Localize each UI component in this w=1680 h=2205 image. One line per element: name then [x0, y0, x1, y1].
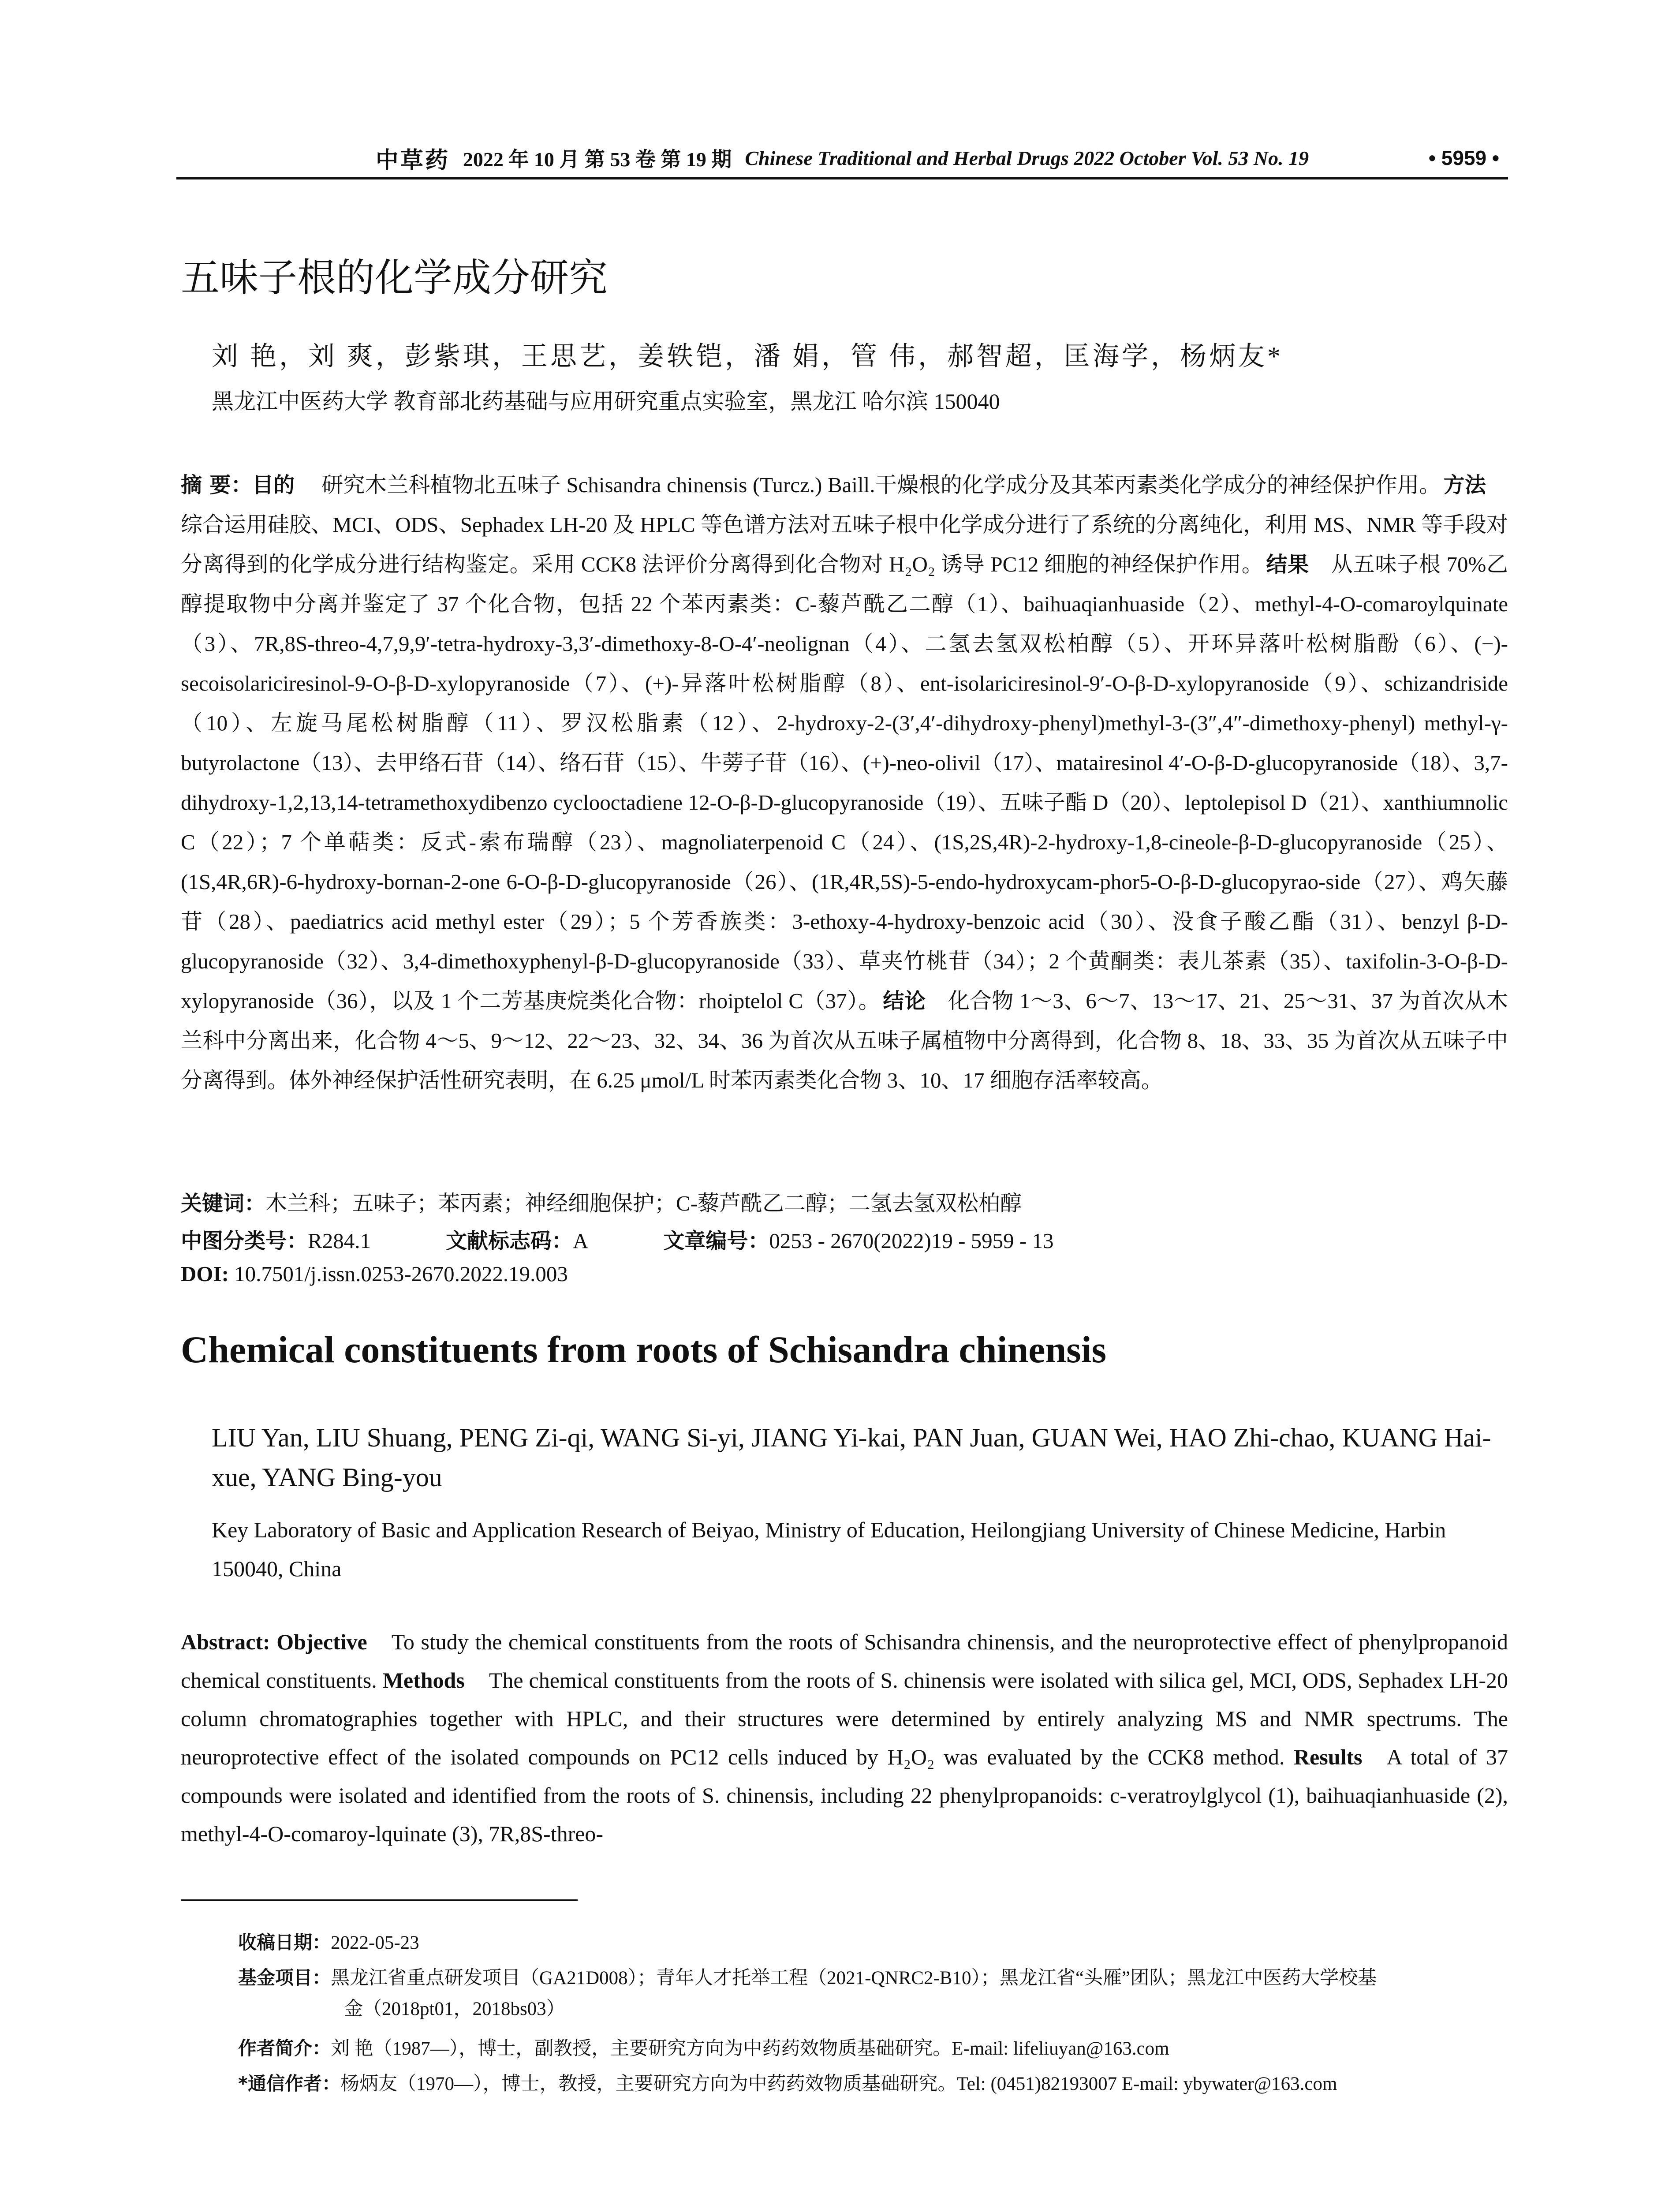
- keywords-cn: [181, 1186, 1508, 1217]
- results-label-cn: 结果: [1266, 552, 1309, 577]
- footnote-fund: [238, 1962, 1508, 2025]
- author-bio-label: 作者简介：: [238, 2037, 331, 2059]
- journal-name-cn: 中草药: [375, 148, 450, 173]
- objective-label-cn: 目的: [252, 473, 295, 497]
- running-header: [176, 140, 1508, 176]
- corresponding-label: *通信作者：: [238, 2073, 340, 2094]
- title-cn: 五味子根的化学成分研究: [181, 255, 608, 300]
- footnote-rule: [181, 1899, 578, 1901]
- received-label: 收稿日期：: [238, 1932, 331, 1953]
- authors-cn: 刘 艳，刘 爽，彭紫琪，王思艺，姜轶铠，潘 娟，管 伟，郝智超，匡海学，杨炳友*: [212, 342, 1283, 371]
- classification-line: [181, 1224, 1508, 1254]
- authors-en: LIU Yan, LIU Shuang, PENG Zi-qi, WANG Si-yi, JIANG Yi-kai, PAN Juan, GUAN Wei, HAO Zhi-chao, KUANG Hai-xue, YANG Bing-you: [212, 1423, 1491, 1492]
- clc-value: R284.1: [308, 1229, 371, 1253]
- methods-label-en: Methods: [382, 1668, 465, 1693]
- issue-cn: 2022 年 10 月 第 53 卷 第 19 期: [463, 148, 732, 171]
- footnote-received: [238, 1927, 1508, 1958]
- received-date: 2022-05-23: [331, 1932, 419, 1953]
- footnote-corresponding: [238, 2068, 1508, 2100]
- abstract-cn: [181, 465, 1508, 1100]
- article-number-value: 0253 - 2670(2022)19 - 5959 - 13: [769, 1229, 1054, 1253]
- results-label-en: Results: [1293, 1745, 1363, 1769]
- methods-en: The chemical constituents from the roots of S. chinensis were isolated with silica gel, MCI, ODS, Sephadex LH-20 column chromatographies together with HPLC, and their structures were determined by entirely analyzing MS and NMR spectrums. The neuroprotective effect of the isolated compounds on PC12 cells induced by H₂O₂ was evaluated by the CCK8 method.: [181, 1668, 1508, 1769]
- keywords-cn-value: 木兰科；五味子；苯丙素；神经细胞保护；C-藜芦酰乙二醇；二氢去氢双松柏醇: [265, 1191, 1022, 1215]
- fund-label: 基金项目：: [238, 1967, 331, 1988]
- affiliation-cn: 黑龙江中医药大学 教育部北药基础与应用研究重点实验室，黑龙江 哈尔滨 150040: [212, 389, 1000, 414]
- corresponding-author: 杨炳友（1970—），博士，教授，主要研究方向为中药药效物质基础研究。Tel: (0451)82193007 E-mail: ybywater@163.com: [340, 2074, 1337, 2094]
- title-en: Chemical constituents from roots of Schisandra chinensis: [181, 1328, 1107, 1371]
- article-number-label: 文章编号：: [663, 1229, 769, 1253]
- journal-name-en: Chinese Traditional and Herbal Drugs 2022 October Vol. 53 No. 19: [745, 146, 1309, 169]
- methods-label-cn: 方法: [1443, 473, 1486, 497]
- header-rule: [176, 177, 1508, 179]
- author-bio: 刘 艳（1987—），博士，副教授，主要研究方向为中药药效物质基础研究。E-mail: lifeliuyan@163.com: [331, 2038, 1169, 2059]
- doi-line: [181, 1261, 1508, 1286]
- objective-cn: 研究木兰科植物北五味子 Schisandra chinensis (Turcz.) Baill.干燥根的化学成分及其苯丙素类化学成分的神经保护作用。: [321, 473, 1441, 497]
- fund-text-2: 金（2018pt01，2018bs03）: [344, 1999, 565, 2019]
- doc-code-value: A: [572, 1229, 589, 1253]
- objective-en: To study the chemical constituents from the roots of Schisandra chinensis, and the neuroprotective effect of phenylpropanoid chemical constituents.: [181, 1629, 1508, 1693]
- footnote-author: [238, 2033, 1508, 2064]
- doi-label: DOI:: [181, 1262, 229, 1286]
- fund-text-1: 黑龙江省重点研发项目（GA21D008）；青年人才托举工程（2021-QNRC2-B10）；黑龙江省“头雁”团队；黑龙江中医药大学校基: [331, 1968, 1377, 1988]
- abstract-en: [181, 1623, 1508, 1853]
- doi-value[interactable]: 10.7501/j.issn.0253-2670.2022.19.003: [234, 1262, 568, 1286]
- keywords-cn-label: 关键词：: [181, 1191, 266, 1216]
- results-en: A total of 37 compounds were isolated and identified from the roots of S. chinensis, including 22 phenylpropanoids: c-veratroylglycol (1), baihuaqianhuaside (2), methyl-4-O-comaroy-lquinate (3), 7R,8S-threo-: [181, 1745, 1508, 1846]
- affiliation-en: Key Laboratory of Basic and Application Research of Beiyao, Ministry of Education, Heilongjiang University of Chinese Medicine, Harbin 150040, China: [212, 1517, 1446, 1581]
- conclusion-label-cn: 结论: [883, 989, 926, 1013]
- abstract-en-label: Abstract: Objective: [181, 1629, 367, 1654]
- clc-label: 中图分类号：: [181, 1229, 308, 1253]
- page-number: • 5959 •: [1428, 146, 1499, 169]
- results-cn: 从五味子根 70%乙醇提取物中分离并鉴定了 37 个化合物，包括 22 个苯丙素类：C-藜芦酰乙二醇（1）、baihuaqianhuaside（2）、methyl-4-O-comaroylquinate（3）、7R,8S-threo-4,7,9,9′-tetra-hydroxy-3,3′-dimethoxy-8-O-4′-neolignan（4）、二氢去氢双松柏醇（5）、开环异落叶松树脂酚（6）、(−)-secoisolariciresinol-9-O-β-D-xylopyranoside（7）、(+)-异落叶松树脂醇（8）、ent-isolariciresinol-9′-O-β-D-xylopyranoside（9）、schizandriside（10）、左旋马尾松树脂醇（11）、罗汉松脂素（12）、2-hydroxy-2-(3′,4′-dihydroxy-phenyl)methyl-3-(3″,4″-dimethoxy-phenyl) methyl-γ-butyrolactone（13）、去甲络石苷（14）、络石苷（15）、牛蒡子苷（16）、(+)-neo-olivil（17）、matairesinol 4′-O-β-D-glucopyranoside（18）、3,7-dihydroxy-1,2,13,14-tetramethoxydibenzo cyclooctadiene 12-O-β-D-glucopyranoside（19）、五味子酯 D（20）、leptolepisol D（21）、xanthiumnolic C（22）；7 个单萜类：反式-索布瑞醇（23）、magnoliaterpenoid C（24）、(1S,2S,4R)-2-hydroxy-1,8-cineole-β-D-glucopyranoside（25）、(1S,4R,6R)-6-hydroxy-bornan-2-one 6-O-β-D-glucopyranoside（26）、(1R,4R,5S)-5-endo-hydroxycam-phor5-O-β-D-glucopyrao-side（27）、鸡矢藤苷（28）、paediatrics acid methyl ester（29）；5 个芳香族类：3-ethoxy-4-hydroxy-benzoic acid（30）、没食子酸乙酯（31）、benzyl β-D-glucopyranoside（32）、3,4-dimethoxyphenyl-β-D-glucopyranoside（33）、草夹竹桃苷（34）；2 个黄酮类：表儿茶素（35）、taxifolin-3-O-β-D-xylopyranoside（36），以及 1 个二芳基庚烷类化合物：rhoiptelol C（37）。: [181, 552, 1508, 1013]
- doc-code-label: 文献标志码：: [445, 1229, 573, 1253]
- conclusion-cn: 化合物 1～3、6～7、13～17、21、25～31、37 为首次从木兰科中分离出来，化合物 4～5、9～12、22～23、32、34、36 为首次从五味子属植物中分离得到，化合物 8、18、33、35 为首次从五味子中分离得到。体外神经保护活性研究表明，在 6.25 μmol/L 时苯丙素类化合物 3、10、17 细胞存活率较高。: [181, 989, 1508, 1092]
- abstract-cn-label: 摘 要：: [181, 473, 253, 497]
- methods-cn: 综合运用硅胶、MCI、ODS、Sephadex LH-20 及 HPLC 等色谱方法对五味子根中化学成分进行了系统的分离纯化，利用 MS、NMR 等手段对分离得到的化学成分进行结构鉴定。采用 CCK8 法评价分离得到化合物对 H₂O₂ 诱导 PC12 细胞的神经保护作用。: [181, 512, 1508, 576]
